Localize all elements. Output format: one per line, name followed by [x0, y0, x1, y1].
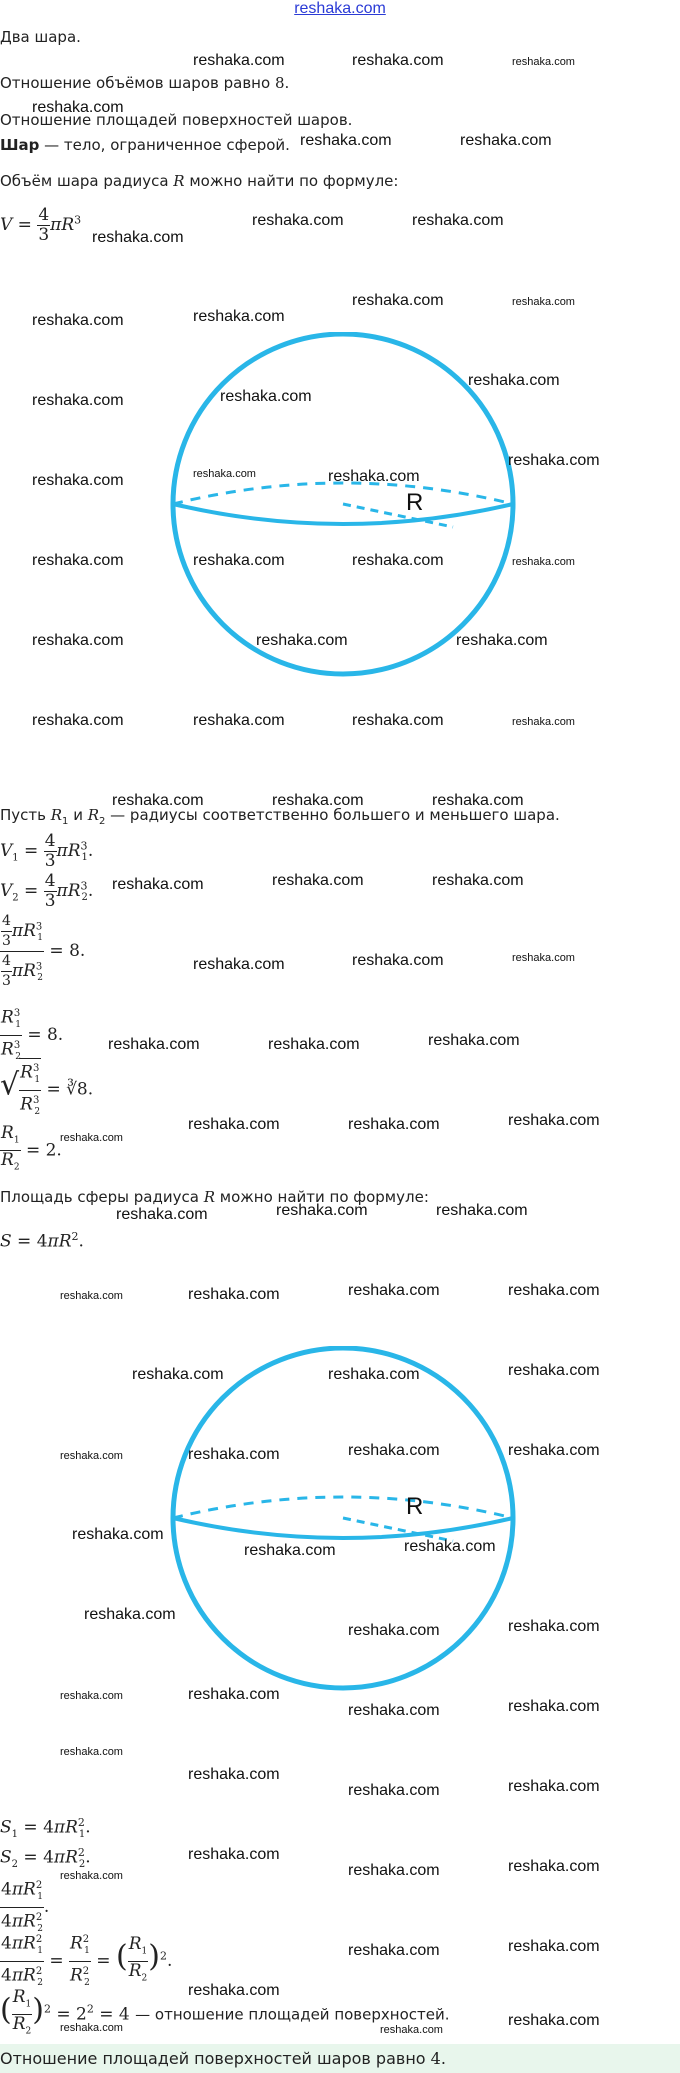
watermark: reshaka.com	[508, 1112, 600, 1129]
watermark: reshaka.com	[188, 1766, 280, 1783]
watermark: reshaka.com	[300, 132, 392, 149]
volume-intro-var: R	[173, 172, 185, 190]
watermark: reshaka.com	[512, 952, 575, 964]
watermark: reshaka.com	[60, 1690, 123, 1702]
watermark: reshaka.com	[508, 1618, 600, 1635]
watermark: reshaka.com	[188, 1846, 280, 1863]
volume-intro	[0, 172, 398, 190]
watermark: reshaka.com	[348, 1282, 440, 1299]
formula-area-ratio: $\frac{4\pi R^2_1}{4\pi R^2_2}$ .	[0, 1876, 49, 1939]
watermark: reshaka.com	[348, 1862, 440, 1879]
watermark: reshaka.com	[108, 1036, 200, 1053]
equator-front	[173, 504, 513, 524]
watermark: reshaka.com	[32, 712, 124, 729]
watermark: reshaka.com	[512, 296, 575, 308]
problem-line-3: Отношение площадей поверхностей шаров.	[0, 111, 353, 129]
formula-ratio-volumes: $\frac{4}{3}$ $\pi R^3_1$ $\frac{4}{3}$ $\pi R^3_2$ = 8.	[2, 913, 86, 989]
volume-intro-after: можно найти по формуле:	[184, 172, 399, 190]
formula-s2: $S_2 = 4\pi R^2_2$.	[0, 1846, 91, 1871]
watermark: reshaka.com	[460, 132, 552, 149]
watermark: reshaka.com	[112, 792, 204, 809]
formula-v2: $V_2$ = $\frac{4}{3}$ $\pi R^3_2$.	[0, 871, 94, 911]
conclusion-text: — отношение площадей поверхностей.	[135, 2005, 450, 2024]
watermark: reshaka.com	[352, 712, 444, 729]
radii-text: Пусть $R_1$ и $R_2$ — радиусы соответственно большего и меньшего шара.	[0, 806, 560, 827]
watermark: reshaka.com	[188, 1982, 280, 1999]
equator-front-2	[173, 1518, 513, 1538]
problem-line-2	[0, 74, 289, 92]
watermark: reshaka.com	[193, 308, 285, 325]
watermark: reshaka.com	[348, 1702, 440, 1719]
watermark: reshaka.com	[352, 52, 444, 69]
watermark: reshaka.com	[428, 1032, 520, 1049]
watermark: reshaka.com	[188, 1686, 280, 1703]
watermark: reshaka.com	[188, 1116, 280, 1133]
watermark: reshaka.com	[188, 1286, 280, 1303]
watermark: reshaka.com	[432, 792, 524, 809]
watermark: reshaka.com	[193, 712, 285, 729]
watermark: reshaka.com	[328, 1366, 420, 1383]
watermark: reshaka.com	[508, 1858, 600, 1875]
watermark: reshaka.com	[32, 552, 124, 569]
answer-box	[0, 2044, 680, 2073]
watermark: reshaka.com	[92, 229, 184, 246]
volume-formula: V = $\frac{4}{3}$ $\pi R^3$	[0, 205, 82, 245]
watermark: reshaka.com	[348, 1622, 440, 1639]
watermark: reshaka.com	[512, 56, 575, 68]
problem-line-2-value: 8.	[274, 74, 290, 92]
radii-and: и	[68, 806, 88, 824]
watermark: reshaka.com	[432, 872, 524, 889]
watermark: reshaka.com	[508, 2012, 600, 2029]
watermark: reshaka.com	[32, 312, 124, 329]
watermark: reshaka.com	[512, 556, 575, 568]
watermark: reshaka.com	[132, 1366, 224, 1383]
formula-cube-ratio: $\frac{R^3_1}{R^3_2}$ = 8.	[0, 1004, 63, 1067]
formula-cube-root: √ $\frac{R^3_1}{R^3_2}$ = ∛8.	[0, 1058, 93, 1122]
watermark: reshaka.com	[508, 1442, 600, 1459]
radii-r1: R	[50, 806, 63, 824]
watermark: reshaka.com	[276, 1202, 368, 1219]
watermark: reshaka.com	[512, 716, 575, 728]
formula-area-simplify: $\frac{4\pi R^2_1}{4\pi R^2_2}$ = $\frac{R^2_1}{R^2_2}$ = ( $\frac{R_1}{R_2}$ )$^2$.	[0, 1930, 172, 1993]
watermark: reshaka.com	[352, 292, 444, 309]
answer-text: Отношение площадей поверхностей шаров равно	[0, 2049, 426, 2068]
watermark: reshaka.com	[84, 1606, 176, 1623]
watermark: reshaka.com	[348, 1116, 440, 1133]
watermark: reshaka.com	[193, 468, 256, 480]
formula-conclusion: ( $\frac{R_1}{R_2}$ )$^2 = 2^2 = 4$ — отношение площадей поверхностей.	[0, 1987, 450, 2037]
watermark: reshaka.com	[32, 632, 124, 649]
area-formula: $S = 4\pi R^2$.	[0, 1230, 84, 1252]
definition	[0, 136, 290, 154]
sphere-figure-2	[170, 1346, 520, 1696]
watermark: reshaka.com	[404, 1538, 496, 1555]
watermark: reshaka.com	[60, 2022, 123, 2034]
problem-line-1: Два шара.	[0, 28, 81, 46]
watermark: reshaka.com	[60, 1290, 123, 1302]
watermark: reshaka.com	[256, 632, 348, 649]
watermark: reshaka.com	[112, 876, 204, 893]
radii-after: — радиусы соответственно большего и меньшего шара.	[105, 806, 560, 824]
watermark: reshaka.com	[72, 1526, 164, 1543]
watermark: reshaka.com	[508, 1698, 600, 1715]
watermark: reshaka.com	[32, 392, 124, 409]
watermark: reshaka.com	[436, 1202, 528, 1219]
equator-back	[173, 483, 513, 504]
watermark: reshaka.com	[252, 212, 344, 229]
radii-before: Пусть	[0, 806, 51, 824]
area-intro-before: Площадь сферы радиуса	[0, 1188, 204, 1206]
problem-line-2-text: Отношение объёмов шаров равно	[0, 74, 271, 92]
watermark: reshaka.com	[193, 52, 285, 69]
site-link[interactable]: reshaka.com	[294, 0, 386, 17]
formula-s1: $S_1 = 4\pi R^2_1$.	[0, 1816, 91, 1841]
watermark: reshaka.com	[116, 1206, 208, 1223]
watermark: reshaka.com	[60, 1746, 123, 1758]
watermark: reshaka.com	[508, 1778, 600, 1795]
watermark: reshaka.com	[268, 1036, 360, 1053]
watermark: reshaka.com	[508, 1938, 600, 1955]
watermark: reshaka.com	[468, 372, 560, 389]
watermark: reshaka.com	[348, 1942, 440, 1959]
formula-v1: $V_1$ = $\frac{4}{3}$ $\pi R^3_1$.	[0, 831, 94, 871]
watermark: reshaka.com	[328, 468, 420, 485]
watermark: reshaka.com	[412, 212, 504, 229]
watermark: reshaka.com	[220, 388, 312, 405]
watermark: reshaka.com	[32, 99, 124, 116]
area-intro-var: R	[203, 1188, 215, 1206]
watermark: reshaka.com	[193, 956, 285, 973]
watermark: reshaka.com	[60, 1870, 123, 1882]
watermark: reshaka.com	[272, 792, 364, 809]
equator-back-2	[173, 1497, 513, 1518]
radius-label-2: R	[406, 1493, 424, 1520]
watermark: reshaka.com	[348, 1782, 440, 1799]
area-intro-after: можно найти по формуле:	[215, 1188, 429, 1206]
watermark: reshaka.com	[456, 632, 548, 649]
volume-intro-before: Объём шара радиуса	[0, 172, 174, 190]
watermark: reshaka.com	[508, 452, 600, 469]
radii-r2: R	[87, 806, 100, 824]
watermark: reshaka.com	[188, 1446, 280, 1463]
watermark: reshaka.com	[60, 1450, 123, 1462]
watermark: reshaka.com	[352, 552, 444, 569]
radius-label: R	[406, 489, 424, 516]
definition-term: Шар	[0, 136, 40, 154]
watermark: reshaka.com	[244, 1542, 336, 1559]
definition-rest: — тело, ограниченное сферой.	[39, 136, 290, 154]
watermark: reshaka.com	[508, 1362, 600, 1379]
watermark: reshaka.com	[352, 952, 444, 969]
watermark: reshaka.com	[508, 1282, 600, 1299]
watermark: reshaka.com	[32, 472, 124, 489]
watermark: reshaka.com	[272, 872, 364, 889]
formula-radius-ratio: $\frac{R_1}{R_2}$ = 2.	[1, 1123, 62, 1173]
watermark: reshaka.com	[348, 1442, 440, 1459]
watermark: reshaka.com	[60, 1132, 123, 1144]
watermark: reshaka.com	[380, 2024, 443, 2036]
answer-value: 4.	[430, 2049, 446, 2068]
watermark: reshaka.com	[193, 552, 285, 569]
